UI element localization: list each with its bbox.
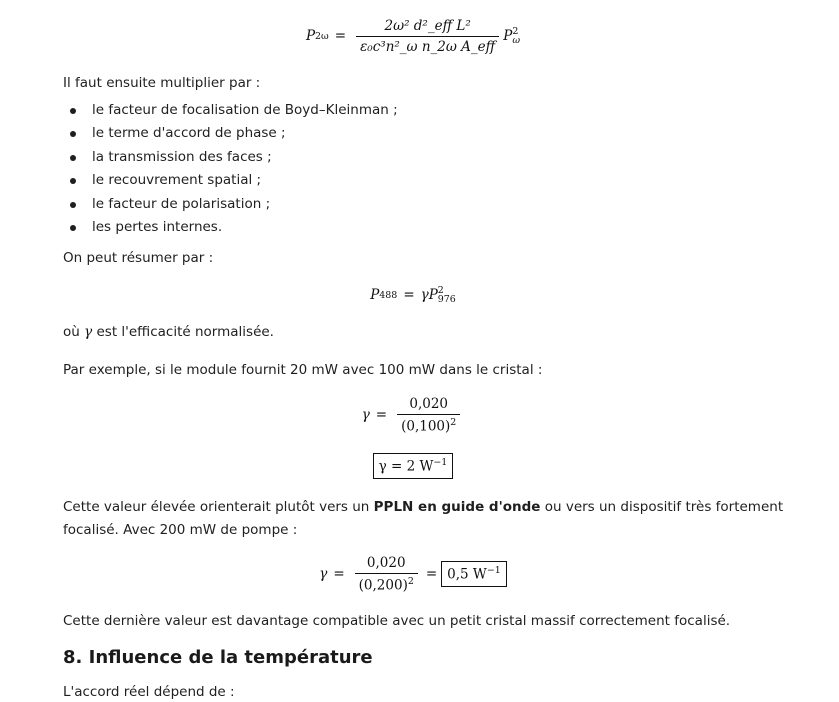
eq-p488-lhs-sub: 488	[379, 289, 398, 301]
box-gamma2-text: 0,5 W	[447, 566, 487, 583]
eq-p488-mid: γP	[420, 287, 438, 303]
value-high-pre: Cette valeur élevée orienterait plutôt vers un	[63, 499, 374, 515]
list-item: la transmission des faces ;	[63, 146, 398, 169]
eq-p2w-rhs-sup: 2	[512, 25, 519, 37]
box-gamma2-sup: −1	[486, 565, 501, 577]
eq-gamma2-numerator: 0,020	[366, 554, 406, 571]
eq-p488-mid-sup: 2	[437, 284, 444, 296]
eq-gamma1-fraction	[397, 396, 460, 435]
list-item: le facteur de polarisation ;	[63, 193, 398, 216]
resume-text: On peut résumer par :	[63, 250, 214, 266]
last-value-text: Cette dernière valeur est davantage compatible avec un petit cristal massif correctement focalisé.	[63, 613, 731, 629]
eq-gamma1-lhs: γ	[361, 407, 370, 423]
eq-p2w-numerator: 2ω² d²_eff L²	[384, 17, 471, 34]
intro-text: Il faut ensuite multiplier par :	[63, 75, 261, 91]
eq-p2w-rhs: P	[503, 28, 513, 44]
eq-p2w-rhs-sub: ω	[512, 35, 521, 46]
eq-gamma2-lhs: γ	[319, 566, 328, 582]
equation-gamma-2: γ = $\frac{0,020}{(0,200)^2}$ = 0,5 $W^{-1}$	[63, 550, 763, 598]
factor-list	[63, 99, 398, 239]
section-heading-temperature: 8. Influence de la température	[63, 647, 373, 668]
equation-gamma-1: γ = $\frac{0,020}{(0,100)^2}$	[63, 392, 763, 438]
eq-gamma1-numerator: 0,020	[409, 395, 449, 412]
eq-p2w-lhs-sub: 2ω	[315, 30, 329, 42]
eq-gamma1-denominator: (0,100)	[401, 418, 451, 435]
example-text: Par exemple, si le module fournit 20 mW avec 100 mW dans le cristal :	[63, 362, 543, 378]
list-item: le facteur de focalisation de Boyd–Kleinman ;	[63, 99, 398, 122]
value-high-post: ou vers un dispositif très fortement	[540, 499, 784, 515]
boxed-result-gamma-1	[373, 453, 454, 479]
boxed-result-gamma-2	[441, 561, 507, 587]
gamma-def-pre: où	[63, 324, 85, 340]
eq-p488-mid-sub: 976	[437, 294, 456, 305]
value-high-line2: focalisé. Avec 200 mW de pompe :	[63, 522, 298, 538]
eq-gamma1-den-sup: 2	[450, 416, 457, 428]
eq-gamma2-denominator: (0,200)	[358, 577, 408, 594]
gamma-symbol: γ	[84, 324, 93, 340]
eq-p2w-lhs: P	[305, 28, 316, 44]
box-gamma1-text: γ = 2 W	[378, 458, 434, 475]
box-gamma1-sup: −1	[433, 457, 448, 469]
equation-p488: P 488 = γP 2 976	[370, 284, 456, 305]
eq-p2w-fraction	[356, 18, 499, 55]
eq-p2w-denominator: ε₀c³n²_ω n_2ω A_eff	[356, 36, 499, 55]
eq-p488-lhs: P	[370, 287, 380, 303]
gamma-definition	[63, 324, 274, 340]
list-item: le recouvrement spatial ;	[63, 169, 398, 192]
accord-text: L'accord réel dépend de :	[63, 684, 235, 700]
equation-gamma-1-result	[63, 451, 763, 481]
ppln-emphasis: PPLN en guide d'onde	[373, 499, 541, 515]
value-high-line1	[63, 499, 783, 515]
equation-p2w: P 2ω = $\frac{\text{2ω² d²\_eff L²}}{\text{ε₀c³n²\_ω n\_2ω A\_eff}}$ P 2 ω	[305, 17, 521, 55]
list-item: le terme d'accord de phase ;	[63, 122, 398, 145]
eq-gamma2-fraction	[355, 555, 418, 594]
eq-gamma2-den-sup: 2	[407, 575, 414, 587]
gamma-def-post: est l'efficacité normalisée.	[92, 324, 274, 340]
list-item: les pertes internes.	[63, 216, 398, 239]
